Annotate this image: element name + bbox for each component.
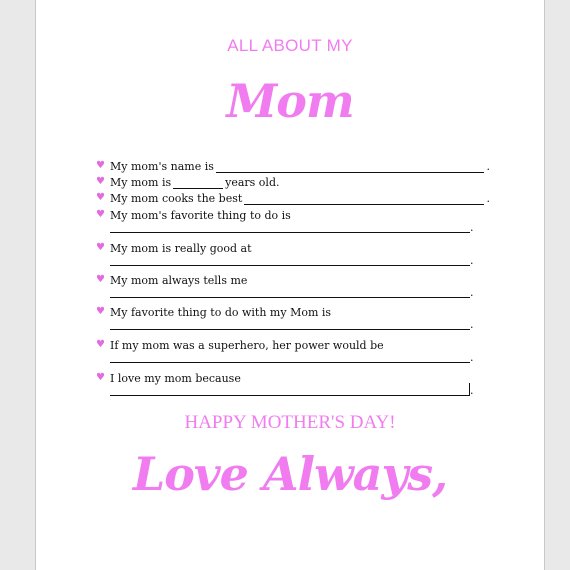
- page-title: ALL ABOUT MY: [227, 36, 353, 55]
- text-cursor: [469, 383, 470, 396]
- list-item: [96, 339, 490, 364]
- line-end: .: [470, 351, 474, 364]
- list-item: [96, 306, 490, 331]
- fill-line[interactable]: [110, 394, 470, 396]
- fill-blank[interactable]: [173, 176, 223, 189]
- prompt-suffix: years old.: [225, 176, 280, 189]
- list-item: [96, 176, 490, 189]
- prompt-text: My mom is: [110, 176, 172, 189]
- heart-icon: ♥: [96, 176, 105, 187]
- heart-icon: ♥: [96, 192, 105, 203]
- prompt-suffix: .: [486, 192, 490, 205]
- list-item: [96, 192, 490, 205]
- list-item: [96, 372, 490, 397]
- prompt-text: My mom is really good at: [110, 242, 252, 255]
- heart-icon: ♥: [96, 209, 105, 220]
- fill-line[interactable]: [110, 264, 470, 266]
- list-item: [96, 160, 490, 173]
- heart-icon: ♥: [96, 372, 105, 383]
- heart-icon: ♥: [96, 274, 105, 285]
- line-end: .: [470, 221, 474, 234]
- list-item: [96, 209, 490, 234]
- fill-line[interactable]: [110, 328, 470, 330]
- heart-icon: ♥: [96, 306, 105, 317]
- fill-line[interactable]: [110, 231, 470, 233]
- closing-text: HAPPY MOTHER'S DAY!: [184, 412, 396, 433]
- title-script: Mom: [226, 74, 354, 128]
- document-page: [35, 0, 545, 570]
- line-end: .: [470, 318, 474, 331]
- fill-line[interactable]: [110, 296, 470, 298]
- prompt-text: My mom always tells me: [110, 274, 248, 287]
- list-item: [96, 242, 490, 267]
- list-item: [96, 274, 490, 299]
- fill-blank[interactable]: [244, 192, 483, 205]
- heart-icon: ♥: [96, 242, 105, 253]
- line-end: .: [470, 286, 474, 299]
- line-end: .: [470, 384, 474, 397]
- prompt-suffix: .: [486, 160, 490, 173]
- line-end: .: [470, 254, 474, 267]
- signoff-script: Love Always,: [132, 447, 448, 501]
- heart-icon: ♥: [96, 339, 105, 350]
- heart-icon: ♥: [96, 160, 105, 171]
- fill-blank[interactable]: [216, 160, 484, 173]
- prompt-text: My mom's name is: [110, 160, 214, 173]
- prompt-text: If my mom was a superhero, her power would be: [110, 339, 384, 352]
- prompt-text: I love my mom because: [110, 372, 241, 385]
- prompt-text: My favorite thing to do with my Mom is: [110, 306, 332, 319]
- prompt-text: My mom's favorite thing to do is: [110, 209, 291, 222]
- prompt-text: My mom cooks the best: [110, 192, 243, 205]
- fill-line[interactable]: [110, 361, 470, 363]
